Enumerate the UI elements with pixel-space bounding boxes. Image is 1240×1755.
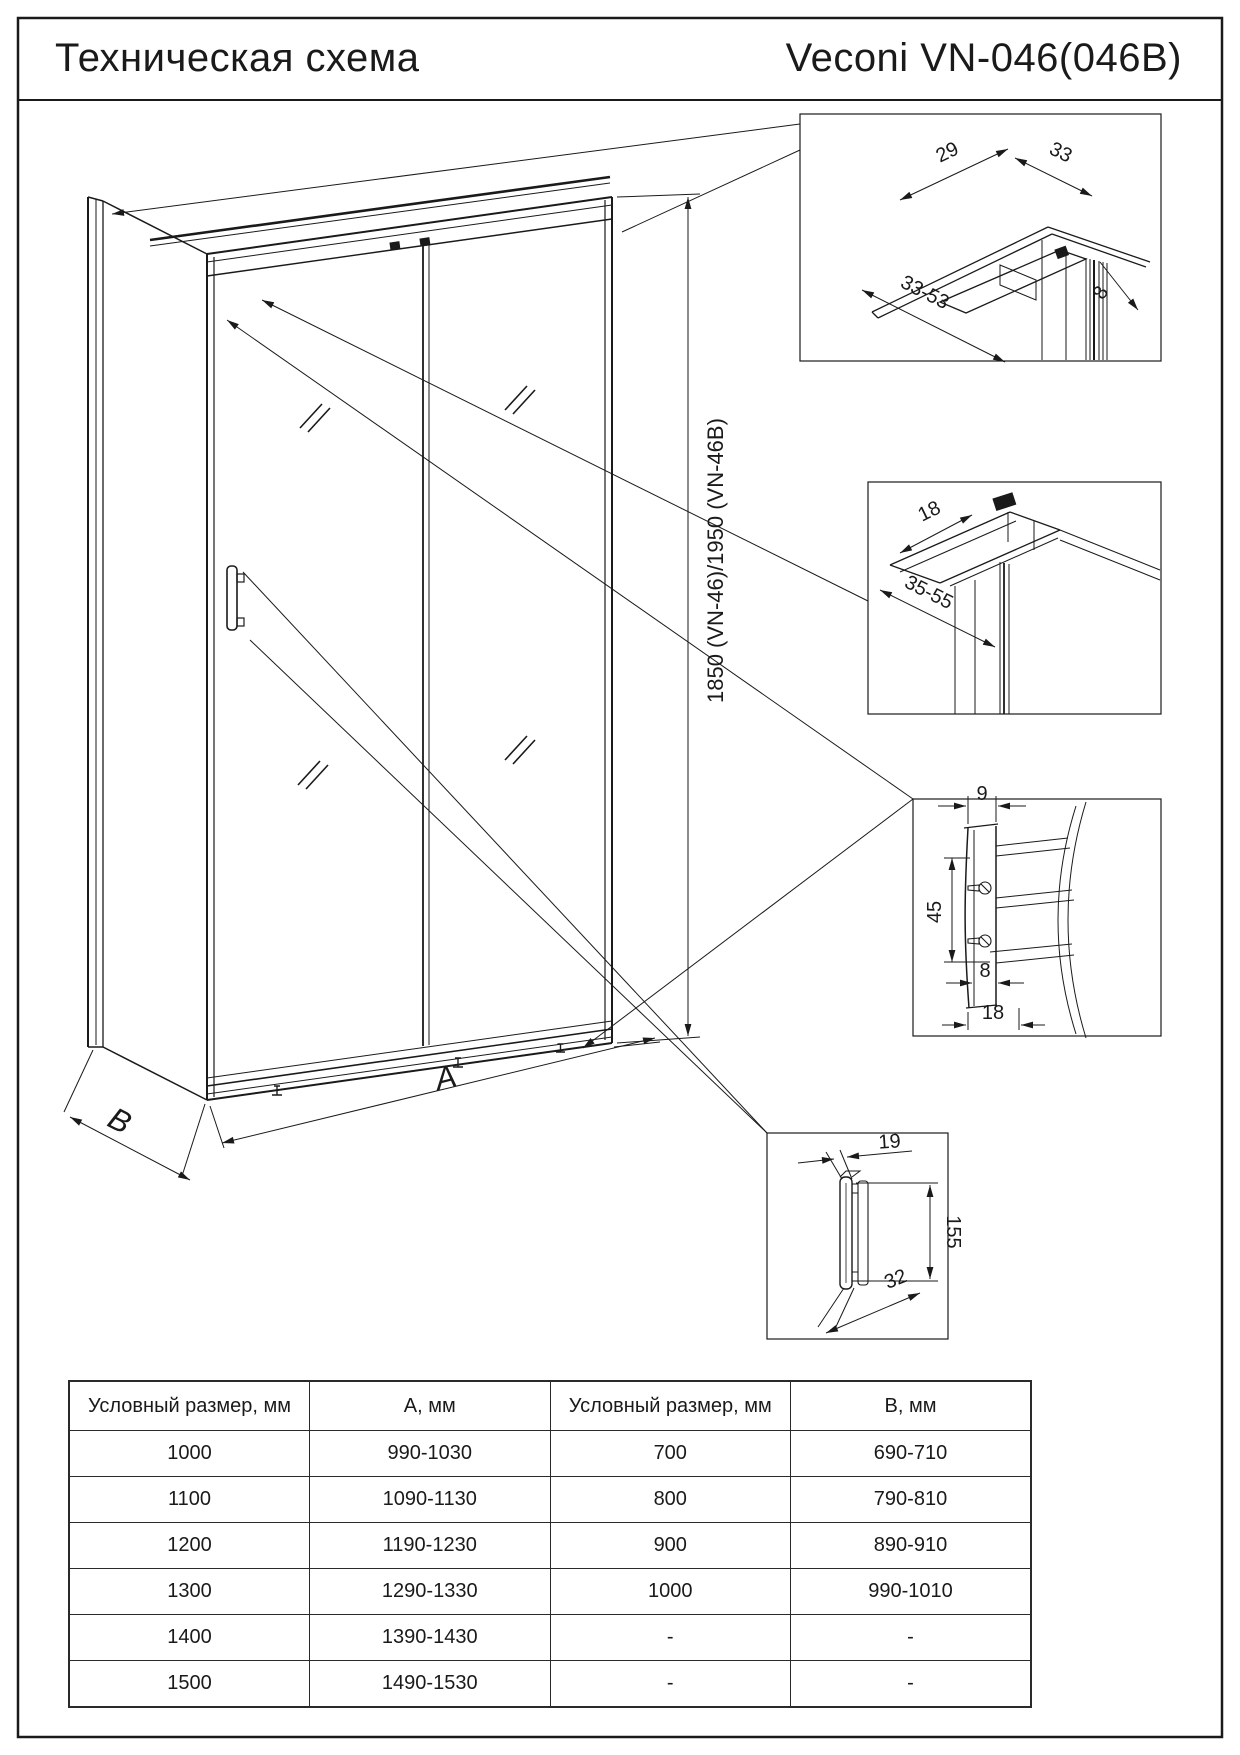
table-cell: 690-710 [791,1431,1032,1477]
detail-wall-profile [913,796,1161,1038]
table-header-col3: Условный размер, мм [550,1381,791,1431]
dim-19-label: 19 [877,1130,902,1154]
glass-edge-lines [955,562,1009,714]
table-cell: 900 [550,1523,791,1569]
detail-bottom-profile [868,482,1161,714]
dim-18-wall-label: 18 [981,1002,1005,1024]
model-title: Veconi VN-046(046B) [785,36,1182,80]
depth-b-label: В [102,1100,137,1141]
table-row [69,1569,1031,1615]
table-cell: 1400 [69,1615,310,1661]
table-cell: 990-1030 [310,1431,551,1477]
dim-9-label: 9 [976,783,988,805]
height-dimension-label: 1850 (VN-46)/1950 (VN-46B) [703,418,728,703]
table-row [69,1431,1031,1477]
dim-45-label: 45 [924,900,946,924]
table-cell: - [550,1661,791,1708]
glass-edge-lines [1086,258,1107,360]
dim-33-53-label: 33-53 [896,271,953,315]
table-cell: 890-910 [791,1523,1032,1569]
table-header-col1: Условный размер, мм [69,1381,310,1431]
size-table [68,1380,1032,1708]
table-cell: - [791,1661,1032,1708]
main-enclosure-drawing [88,177,612,1100]
table-cell: 1490-1530 [310,1661,551,1708]
door-handle [227,566,244,630]
table-header-col2: А, мм [310,1381,551,1431]
table-cell: 1190-1230 [310,1523,551,1569]
table-cell: - [550,1615,791,1661]
screw-icon [968,882,991,947]
table-cell: 1100 [69,1477,310,1523]
detail-top-profile [800,114,1161,362]
dim-33-label: 33 [1045,137,1076,168]
dim-8-top-label: 8 [1088,282,1114,304]
glass-hatching [298,386,535,789]
table-cell: 1500 [69,1661,310,1708]
table-header-col4: В, мм [791,1381,1032,1431]
dim-32-label: 32 [881,1265,911,1294]
table-row [69,1661,1031,1708]
table-cell: 990-1010 [791,1569,1032,1615]
table-cell: 700 [550,1431,791,1477]
dim-155-label: 155 [942,1215,964,1249]
page-title: Техническая схема [55,36,420,80]
table-cell: 1200 [69,1523,310,1569]
dim-35-55-label: 35-55 [900,571,957,615]
table-cell: 1290-1330 [310,1569,551,1615]
main-dimensions [64,124,913,1180]
table-cell: 1090-1130 [310,1477,551,1523]
dim-29-label: 29 [932,137,963,168]
detail-handle [767,1133,948,1339]
table-cell: 1300 [69,1569,310,1615]
table-cell: 800 [550,1477,791,1523]
width-a-label: А [431,1058,460,1098]
dim-8-wall-label: 8 [979,960,991,982]
table-cell: 1000 [550,1569,791,1615]
table-cell: 1000 [69,1431,310,1477]
table-cell: 1390-1430 [310,1615,551,1661]
table-row [69,1477,1031,1523]
table-row [69,1523,1031,1569]
table-cell: 790-810 [791,1477,1032,1523]
dim-18-label: 18 [914,496,945,527]
table-cell: - [791,1615,1032,1661]
table-row [69,1615,1031,1661]
